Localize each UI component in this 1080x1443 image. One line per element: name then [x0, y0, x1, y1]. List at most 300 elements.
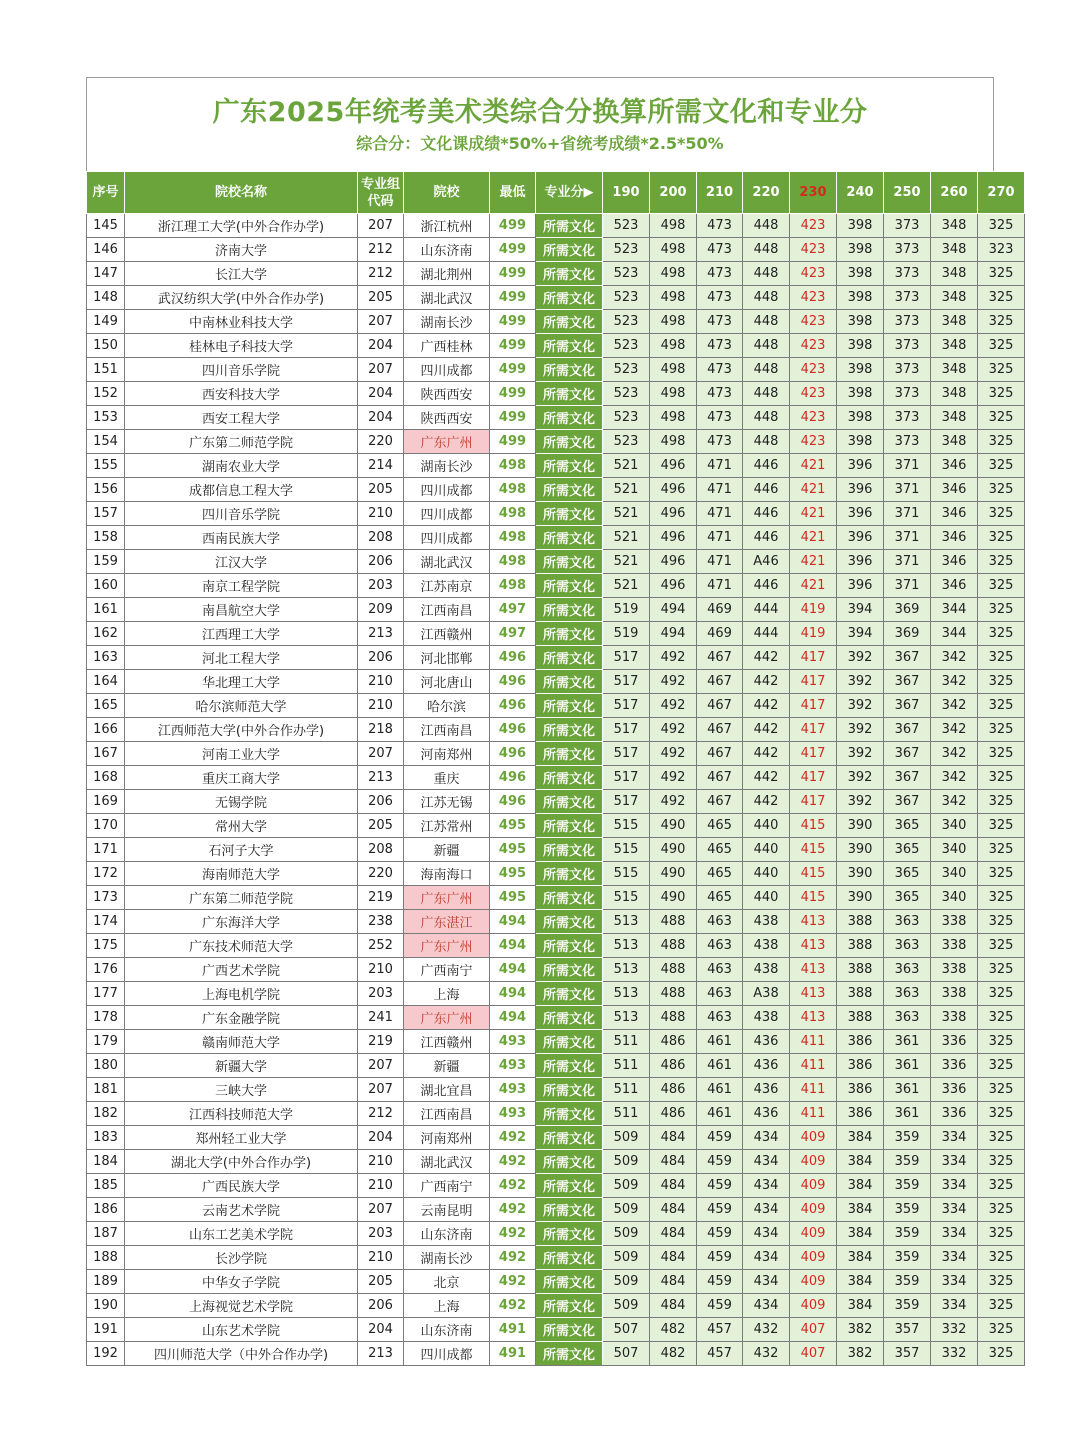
required-culture-score: 384	[837, 1270, 884, 1294]
row-no: 186	[87, 1198, 125, 1222]
row-no: 189	[87, 1270, 125, 1294]
required-culture-score: 336	[931, 1030, 978, 1054]
title-box	[86, 77, 994, 171]
required-culture-score: 492	[650, 790, 697, 814]
required-culture-score: 348	[931, 286, 978, 310]
required-culture-score: 434	[743, 1126, 790, 1150]
required-culture-score: 488	[650, 1006, 697, 1030]
group-code: 210	[358, 1150, 404, 1174]
required-culture-score: 523	[603, 334, 650, 358]
header-score: 260	[931, 172, 978, 214]
required-culture-score: 490	[650, 886, 697, 910]
group-code: 241	[358, 1006, 404, 1030]
required-culture-score: 340	[931, 814, 978, 838]
required-culture-score: 334	[931, 1198, 978, 1222]
required-culture-score: 459	[697, 1198, 743, 1222]
required-culture-score: 507	[603, 1342, 650, 1366]
required-culture-score: 384	[837, 1198, 884, 1222]
need-label: 所需文化	[536, 1102, 603, 1126]
group-code: 207	[358, 1054, 404, 1078]
required-culture-score: 515	[603, 838, 650, 862]
required-culture-score: 448	[743, 310, 790, 334]
required-culture-score: 469	[697, 598, 743, 622]
required-culture-score: 442	[743, 670, 790, 694]
row-no: 150	[87, 334, 125, 358]
required-culture-score: 336	[931, 1102, 978, 1126]
required-culture-score: 509	[603, 1222, 650, 1246]
required-culture-score: 494	[650, 598, 697, 622]
min-score: 492	[490, 1126, 536, 1150]
need-label: 所需文化	[536, 766, 603, 790]
required-culture-score: 488	[650, 958, 697, 982]
required-culture-score: 373	[884, 406, 931, 430]
table-row	[87, 1078, 1025, 1102]
location: 江西南昌	[404, 598, 490, 622]
required-culture-score: 440	[743, 838, 790, 862]
required-culture-score: 509	[603, 1246, 650, 1270]
min-score: 497	[490, 598, 536, 622]
required-culture-score: 371	[884, 502, 931, 526]
school-name: 西安工程大学	[125, 406, 358, 430]
location: 四川成都	[404, 526, 490, 550]
required-culture-score: 496	[650, 574, 697, 598]
school-name: 河北工程大学	[125, 646, 358, 670]
required-culture-score: 448	[743, 238, 790, 262]
required-culture-score: 515	[603, 886, 650, 910]
table-row	[87, 406, 1025, 430]
required-culture-score: 446	[743, 454, 790, 478]
min-score: 494	[490, 934, 536, 958]
need-label: 所需文化	[536, 214, 603, 238]
required-culture-score: 363	[884, 1006, 931, 1030]
required-culture-score: 392	[837, 790, 884, 814]
school-name: 常州大学	[125, 814, 358, 838]
location: 浙江杭州	[404, 214, 490, 238]
table-row	[87, 790, 1025, 814]
required-culture-score: 423	[790, 334, 837, 358]
row-no: 158	[87, 526, 125, 550]
required-culture-score: 325	[978, 574, 1025, 598]
table-row	[87, 886, 1025, 910]
min-score: 491	[490, 1318, 536, 1342]
min-score: 499	[490, 238, 536, 262]
required-culture-score: 359	[884, 1270, 931, 1294]
row-no: 190	[87, 1294, 125, 1318]
required-culture-score: 357	[884, 1342, 931, 1366]
required-culture-score: 392	[837, 694, 884, 718]
required-culture-score: 363	[884, 934, 931, 958]
required-culture-score: 419	[790, 598, 837, 622]
required-culture-score: 473	[697, 358, 743, 382]
location: 江西赣州	[404, 622, 490, 646]
table-row	[87, 1006, 1025, 1030]
required-culture-score: 390	[837, 886, 884, 910]
group-code: 205	[358, 286, 404, 310]
need-label: 所需文化	[536, 598, 603, 622]
location: 山东济南	[404, 1318, 490, 1342]
school-name: 武汉纺织大学(中外合作办学)	[125, 286, 358, 310]
required-culture-score: 519	[603, 622, 650, 646]
required-culture-score: 348	[931, 382, 978, 406]
required-culture-score: 448	[743, 382, 790, 406]
min-score: 499	[490, 334, 536, 358]
score-table	[86, 171, 1025, 1366]
row-no: 172	[87, 862, 125, 886]
required-culture-score: 492	[650, 718, 697, 742]
required-culture-score: 365	[884, 814, 931, 838]
required-culture-score: 342	[931, 694, 978, 718]
group-code: 207	[358, 1078, 404, 1102]
required-culture-score: 325	[978, 550, 1025, 574]
required-culture-score: 440	[743, 814, 790, 838]
row-no: 188	[87, 1246, 125, 1270]
location: 新疆	[404, 838, 490, 862]
min-score: 492	[490, 1198, 536, 1222]
required-culture-score: 423	[790, 310, 837, 334]
group-code: 208	[358, 526, 404, 550]
required-culture-score: 323	[978, 238, 1025, 262]
required-culture-score: 325	[978, 334, 1025, 358]
required-culture-score: 398	[837, 334, 884, 358]
required-culture-score: 409	[790, 1246, 837, 1270]
min-score: 499	[490, 358, 536, 382]
required-culture-score: 498	[650, 358, 697, 382]
required-culture-score: 523	[603, 286, 650, 310]
header-group-code	[358, 172, 404, 214]
location: 湖南长沙	[404, 1246, 490, 1270]
location: 江西南昌	[404, 1102, 490, 1126]
row-no: 182	[87, 1102, 125, 1126]
required-culture-score: 513	[603, 934, 650, 958]
row-no: 192	[87, 1342, 125, 1366]
required-culture-score: 338	[931, 1006, 978, 1030]
group-code: 210	[358, 502, 404, 526]
required-culture-score: 388	[837, 982, 884, 1006]
required-culture-score: 448	[743, 334, 790, 358]
required-culture-score: 467	[697, 742, 743, 766]
need-label: 所需文化	[536, 742, 603, 766]
school-name: 哈尔滨师范大学	[125, 694, 358, 718]
required-culture-score: 517	[603, 646, 650, 670]
location: 江苏常州	[404, 814, 490, 838]
required-culture-score: 521	[603, 550, 650, 574]
min-score: 495	[490, 814, 536, 838]
row-no: 170	[87, 814, 125, 838]
location: 海南海口	[404, 862, 490, 886]
required-culture-score: 517	[603, 670, 650, 694]
need-label: 所需文化	[536, 1222, 603, 1246]
required-culture-score: 417	[790, 694, 837, 718]
required-culture-score: 373	[884, 238, 931, 262]
location: 上海	[404, 982, 490, 1006]
location: 山东济南	[404, 238, 490, 262]
required-culture-score: 367	[884, 718, 931, 742]
table-row	[87, 1246, 1025, 1270]
need-label: 所需文化	[536, 982, 603, 1006]
required-culture-score: 459	[697, 1246, 743, 1270]
required-culture-score: 386	[837, 1078, 884, 1102]
group-code: 210	[358, 958, 404, 982]
required-culture-score: 423	[790, 286, 837, 310]
required-culture-score: 325	[978, 862, 1025, 886]
required-culture-score: 473	[697, 286, 743, 310]
required-culture-score: 442	[743, 718, 790, 742]
group-code: 203	[358, 574, 404, 598]
group-code: 212	[358, 238, 404, 262]
required-culture-score: 490	[650, 862, 697, 886]
location: 新疆	[404, 1054, 490, 1078]
min-score: 495	[490, 862, 536, 886]
required-culture-score: 367	[884, 670, 931, 694]
required-culture-score: 348	[931, 310, 978, 334]
required-culture-score: 467	[697, 694, 743, 718]
required-culture-score: 511	[603, 1030, 650, 1054]
school-name: 上海视觉艺术学院	[125, 1294, 358, 1318]
required-culture-score: 498	[650, 238, 697, 262]
need-label: 所需文化	[536, 1030, 603, 1054]
required-culture-score: 361	[884, 1102, 931, 1126]
required-culture-score: 373	[884, 382, 931, 406]
required-culture-score: 463	[697, 982, 743, 1006]
group-code: 203	[358, 982, 404, 1006]
required-culture-score: 484	[650, 1150, 697, 1174]
required-culture-score: 417	[790, 742, 837, 766]
required-culture-score: 513	[603, 1006, 650, 1030]
row-no: 157	[87, 502, 125, 526]
required-culture-score: 398	[837, 262, 884, 286]
required-culture-score: 473	[697, 262, 743, 286]
min-score: 499	[490, 310, 536, 334]
school-name: 郑州轻工业大学	[125, 1126, 358, 1150]
required-culture-score: 496	[650, 454, 697, 478]
required-culture-score: 498	[650, 382, 697, 406]
min-score: 495	[490, 886, 536, 910]
required-culture-score: 459	[697, 1150, 743, 1174]
required-culture-score: 496	[650, 502, 697, 526]
required-culture-score: 442	[743, 694, 790, 718]
table-row	[87, 910, 1025, 934]
need-label: 所需文化	[536, 238, 603, 262]
required-culture-score: 325	[978, 814, 1025, 838]
required-culture-score: 367	[884, 694, 931, 718]
required-culture-score: 423	[790, 262, 837, 286]
need-label: 所需文化	[536, 1198, 603, 1222]
required-culture-score: 348	[931, 262, 978, 286]
group-code: 210	[358, 1174, 404, 1198]
location: 四川成都	[404, 358, 490, 382]
required-culture-score: 396	[837, 478, 884, 502]
required-culture-score: 390	[837, 862, 884, 886]
required-culture-score: 467	[697, 766, 743, 790]
required-culture-score: 342	[931, 670, 978, 694]
required-culture-score: 440	[743, 862, 790, 886]
group-code: 203	[358, 1222, 404, 1246]
min-score: 494	[490, 958, 536, 982]
need-label: 所需文化	[536, 286, 603, 310]
required-culture-score: 384	[837, 1126, 884, 1150]
required-culture-score: 473	[697, 238, 743, 262]
need-label: 所需文化	[536, 910, 603, 934]
required-culture-score: 482	[650, 1342, 697, 1366]
need-label: 所需文化	[536, 382, 603, 406]
required-culture-score: 511	[603, 1078, 650, 1102]
min-score: 494	[490, 910, 536, 934]
location: 河南郑州	[404, 742, 490, 766]
table-row	[87, 550, 1025, 574]
group-code: 204	[358, 1126, 404, 1150]
table-row	[87, 838, 1025, 862]
required-culture-score: 409	[790, 1126, 837, 1150]
required-culture-score: 423	[790, 358, 837, 382]
min-score: 492	[490, 1150, 536, 1174]
required-culture-score: 509	[603, 1174, 650, 1198]
required-culture-score: 325	[978, 670, 1025, 694]
required-culture-score: 471	[697, 502, 743, 526]
need-label: 所需文化	[536, 886, 603, 910]
required-culture-score: 367	[884, 646, 931, 670]
required-culture-score: 448	[743, 406, 790, 430]
required-culture-score: 334	[931, 1246, 978, 1270]
header-score: 210	[697, 172, 743, 214]
required-culture-score: 442	[743, 646, 790, 670]
group-code: 209	[358, 598, 404, 622]
location: 河北唐山	[404, 670, 490, 694]
school-name: 江西师范大学(中外合作办学)	[125, 718, 358, 742]
required-culture-score: 486	[650, 1078, 697, 1102]
row-no: 185	[87, 1174, 125, 1198]
required-culture-score: 365	[884, 838, 931, 862]
required-culture-score: 461	[697, 1054, 743, 1078]
required-culture-score: 419	[790, 622, 837, 646]
required-culture-score: 371	[884, 574, 931, 598]
group-code: 204	[358, 406, 404, 430]
need-label: 所需文化	[536, 670, 603, 694]
school-name: 云南艺术学院	[125, 1198, 358, 1222]
required-culture-score: 336	[931, 1054, 978, 1078]
required-culture-score: 413	[790, 910, 837, 934]
required-culture-score: 411	[790, 1030, 837, 1054]
required-culture-score: 409	[790, 1222, 837, 1246]
required-culture-score: 398	[837, 430, 884, 454]
need-label: 所需文化	[536, 814, 603, 838]
min-score: 499	[490, 382, 536, 406]
group-code: 220	[358, 430, 404, 454]
row-no: 167	[87, 742, 125, 766]
row-no: 176	[87, 958, 125, 982]
group-code: 210	[358, 670, 404, 694]
required-culture-score: 340	[931, 838, 978, 862]
required-culture-score: 359	[884, 1198, 931, 1222]
required-culture-score: 490	[650, 838, 697, 862]
school-name: 西安科技大学	[125, 382, 358, 406]
required-culture-score: 507	[603, 1318, 650, 1342]
required-culture-score: 340	[931, 886, 978, 910]
group-code: 207	[358, 1198, 404, 1222]
required-culture-score: 325	[978, 1342, 1025, 1366]
required-culture-score: 346	[931, 526, 978, 550]
required-culture-score: 325	[978, 286, 1025, 310]
required-culture-score: 509	[603, 1126, 650, 1150]
required-culture-score: 417	[790, 766, 837, 790]
school-name: 南昌航空大学	[125, 598, 358, 622]
required-culture-score: 325	[978, 1294, 1025, 1318]
required-culture-score: 432	[743, 1318, 790, 1342]
required-culture-score: 359	[884, 1150, 931, 1174]
required-culture-score: 357	[884, 1318, 931, 1342]
school-name: 赣南师范大学	[125, 1030, 358, 1054]
location: 广东广州	[404, 886, 490, 910]
required-culture-score: 396	[837, 502, 884, 526]
group-code: 214	[358, 454, 404, 478]
location: 四川成都	[404, 1342, 490, 1366]
required-culture-score: 325	[978, 982, 1025, 1006]
required-culture-score: 436	[743, 1054, 790, 1078]
min-score: 491	[490, 1342, 536, 1366]
required-culture-score: 361	[884, 1030, 931, 1054]
min-score: 499	[490, 214, 536, 238]
school-name: 广东技术师范大学	[125, 934, 358, 958]
required-culture-score: 363	[884, 958, 931, 982]
table-row	[87, 454, 1025, 478]
required-culture-score: 325	[978, 214, 1025, 238]
required-culture-score: 513	[603, 910, 650, 934]
required-culture-score: 382	[837, 1342, 884, 1366]
required-culture-score: 515	[603, 814, 650, 838]
table-row	[87, 358, 1025, 382]
required-culture-score: 325	[978, 1078, 1025, 1102]
header-major-score: 专业分▶	[536, 172, 603, 214]
required-culture-score: 348	[931, 430, 978, 454]
required-culture-score: 421	[790, 502, 837, 526]
school-name: 成都信息工程大学	[125, 478, 358, 502]
required-culture-score: 496	[650, 478, 697, 502]
required-culture-score: 446	[743, 574, 790, 598]
required-culture-score: 334	[931, 1174, 978, 1198]
school-name: 山东工艺美术学院	[125, 1222, 358, 1246]
required-culture-score: 384	[837, 1246, 884, 1270]
school-name: 华北理工大学	[125, 670, 358, 694]
group-code: 205	[358, 814, 404, 838]
required-culture-score: 519	[603, 598, 650, 622]
group-code: 206	[358, 550, 404, 574]
row-no: 162	[87, 622, 125, 646]
location: 上海	[404, 1294, 490, 1318]
required-culture-score: 492	[650, 742, 697, 766]
school-name: 江汉大学	[125, 550, 358, 574]
location: 湖北武汉	[404, 550, 490, 574]
required-culture-score: 436	[743, 1078, 790, 1102]
required-culture-score: 398	[837, 214, 884, 238]
required-culture-score: 398	[837, 310, 884, 334]
header-group-line1: 专业组	[360, 176, 400, 192]
required-culture-score: 465	[697, 862, 743, 886]
required-culture-score: 409	[790, 1270, 837, 1294]
required-culture-score: 371	[884, 454, 931, 478]
school-name: 广东第二师范学院	[125, 430, 358, 454]
row-no: 146	[87, 238, 125, 262]
need-label: 所需文化	[536, 526, 603, 550]
required-culture-score: 486	[650, 1030, 697, 1054]
school-name: 湖南农业大学	[125, 454, 358, 478]
table-row	[87, 718, 1025, 742]
group-code: 207	[358, 742, 404, 766]
required-culture-score: 494	[650, 622, 697, 646]
row-no: 165	[87, 694, 125, 718]
need-label: 所需文化	[536, 310, 603, 334]
location: 湖南长沙	[404, 454, 490, 478]
group-code: 208	[358, 838, 404, 862]
required-culture-score: 448	[743, 286, 790, 310]
